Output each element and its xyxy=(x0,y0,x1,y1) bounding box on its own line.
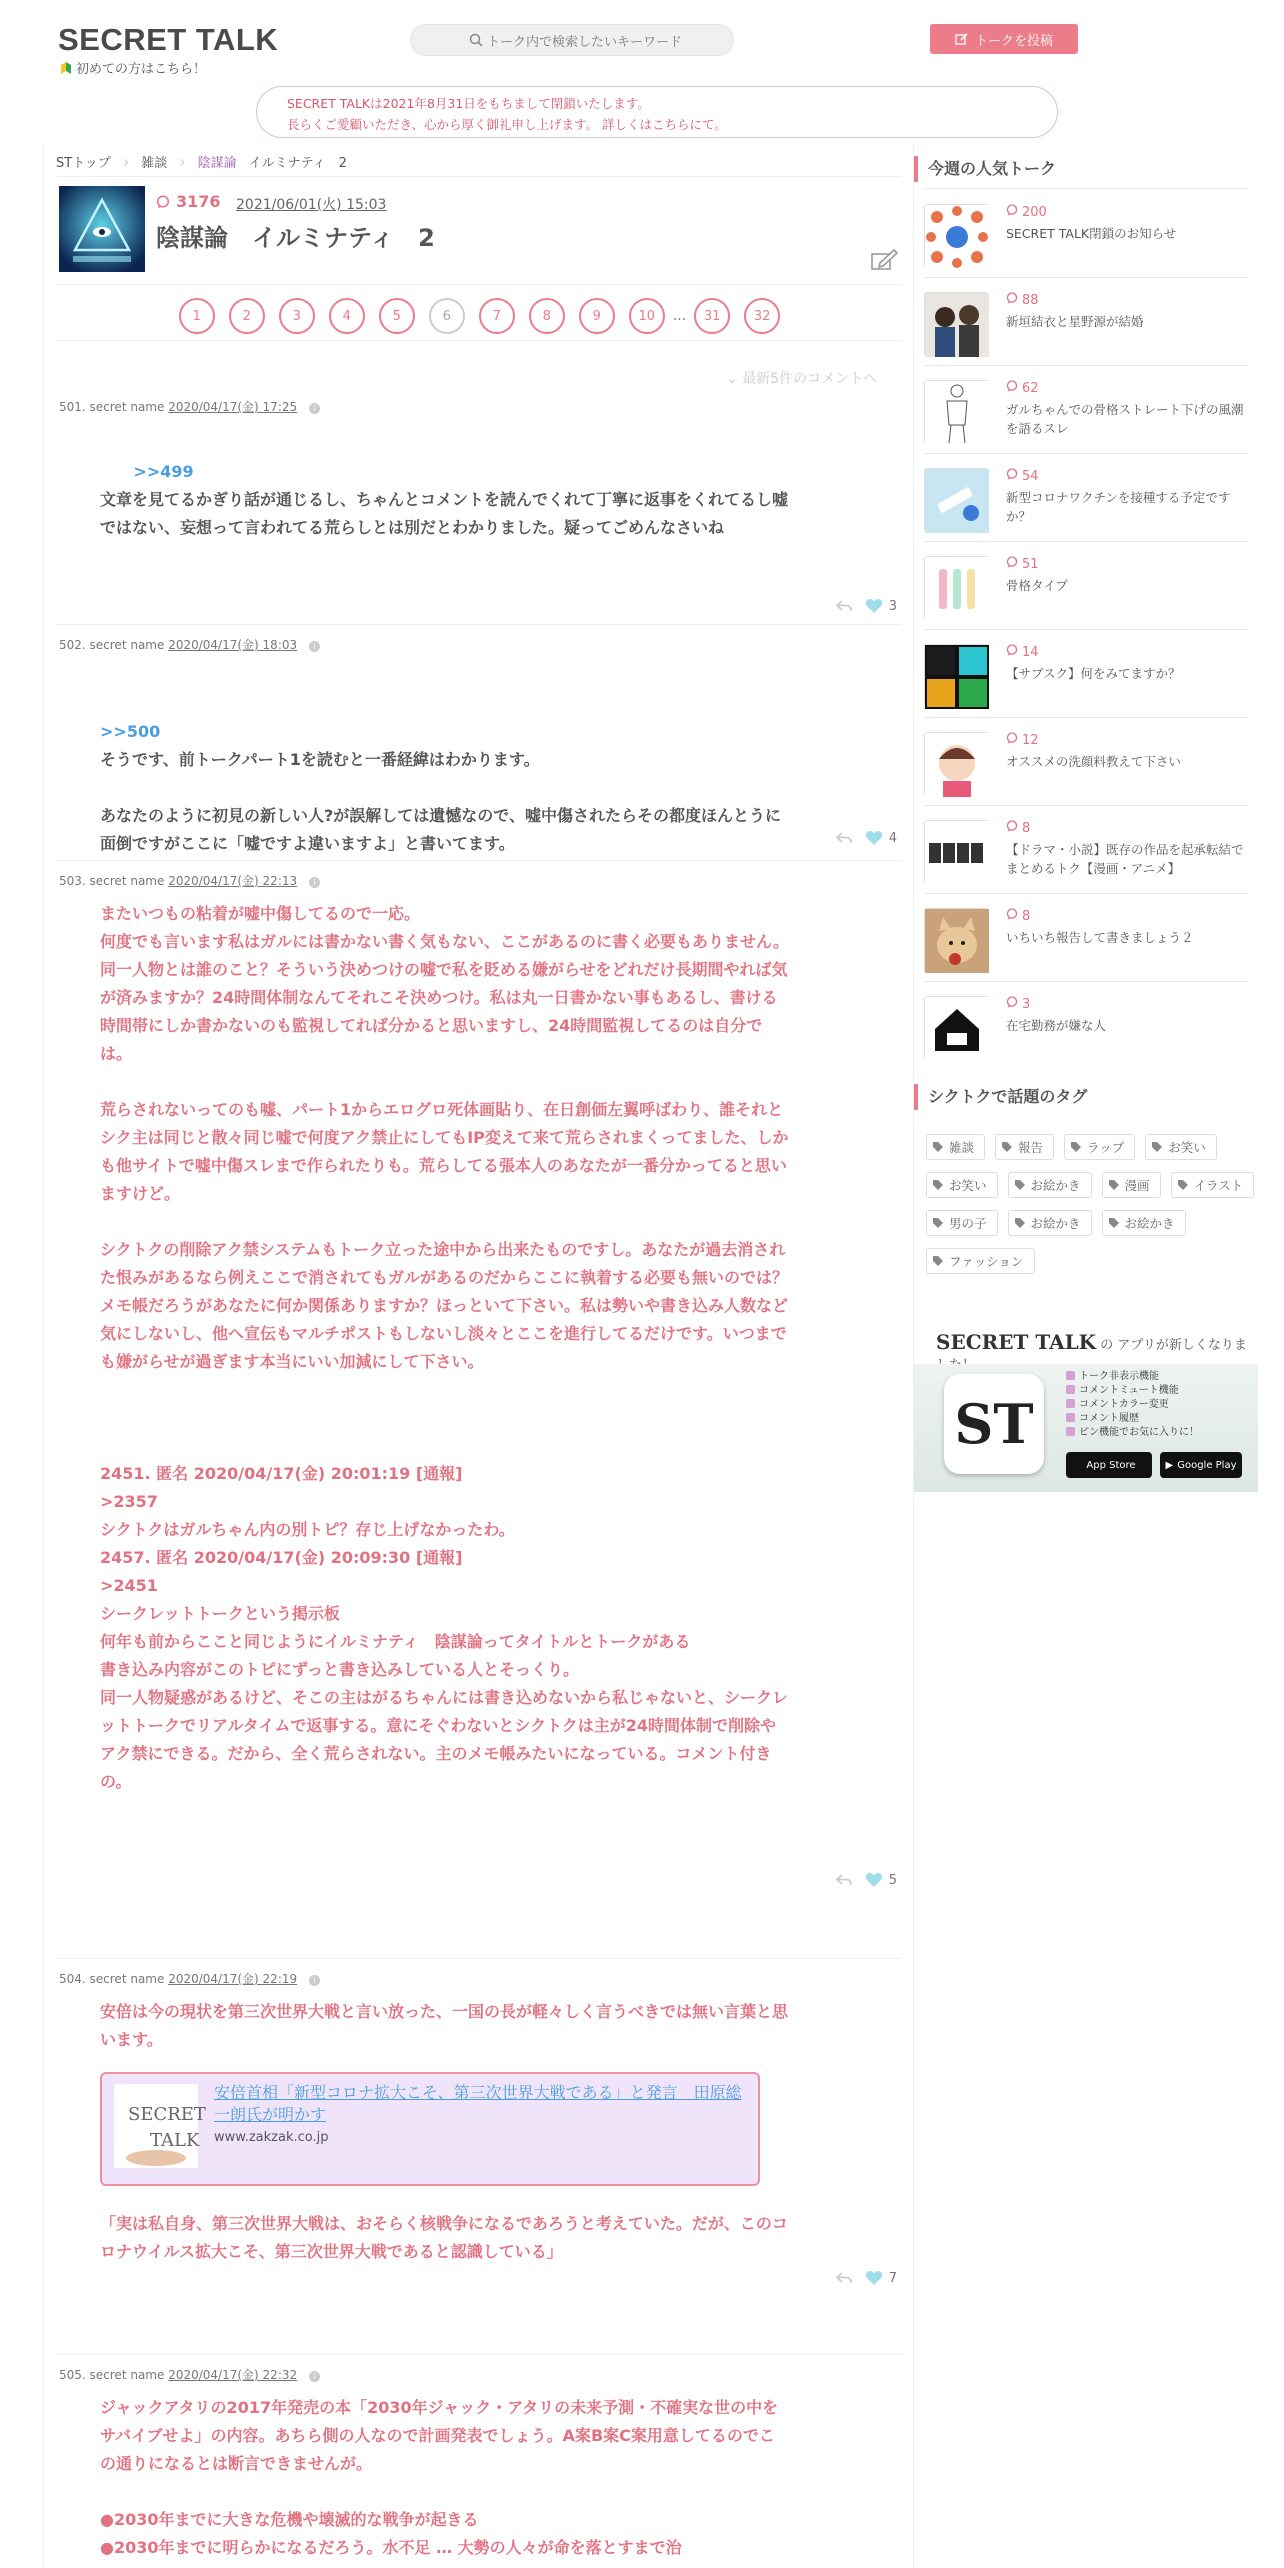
comment-bubble-icon xyxy=(156,195,170,209)
like-button[interactable] xyxy=(865,2270,897,2286)
divider xyxy=(56,624,902,625)
tag-icon xyxy=(1109,1180,1119,1190)
comment-author: 501. secret name xyxy=(59,400,165,414)
search-placeholder: トーク内で検索したいキーワード xyxy=(487,34,683,50)
divider xyxy=(56,2354,902,2355)
page-link[interactable]: 7 xyxy=(479,298,515,334)
tag-icon xyxy=(1178,1180,1188,1190)
latest-comments-link[interactable] xyxy=(726,368,877,388)
comment-date[interactable]: 2020/04/17(金) 17:25 xyxy=(168,400,298,414)
tag-icon xyxy=(1071,1142,1081,1152)
breadcrumb-current: イルミナティ 2 xyxy=(248,156,347,171)
talk-count-value: 12 xyxy=(1022,732,1039,748)
page-link-current: 6 xyxy=(429,298,465,334)
app-feature: ピン機能でお気に入りに！ xyxy=(1066,1426,1199,1440)
like-count: 5 xyxy=(888,1872,897,1888)
post-talk-label: トークを投稿 xyxy=(974,33,1053,49)
page-link[interactable]: 3 xyxy=(279,298,315,334)
tag-icon xyxy=(1015,1218,1025,1228)
tag-chip[interactable] xyxy=(1145,1134,1217,1160)
comment-actions xyxy=(835,598,897,614)
comment-count xyxy=(156,192,221,211)
app-feature: コメント履歴 xyxy=(1066,1412,1199,1426)
beginner-link[interactable] xyxy=(60,58,206,77)
reply-icon[interactable] xyxy=(835,599,853,613)
comment-bubble-icon xyxy=(1006,292,1018,308)
google-play-badge[interactable] xyxy=(1160,1452,1242,1478)
popular-talk-item[interactable] xyxy=(924,366,1248,454)
comment-bubble-icon xyxy=(1006,380,1018,396)
comment-date[interactable]: 2020/04/17(金) 22:32 xyxy=(168,2368,298,2382)
write-comment-icon[interactable] xyxy=(870,248,898,272)
comment-bubble-icon xyxy=(1006,820,1018,836)
talk-title: ガルちゃんでの骨格ストレート下げの風潮を語るスレ xyxy=(1006,402,1244,436)
reply-icon[interactable] xyxy=(835,2271,853,2285)
app-feature: コメントミュート機能 xyxy=(1066,1384,1199,1398)
comment-bubble-icon xyxy=(1006,644,1018,660)
latest-comments-label: 最新5件のコメントへ xyxy=(742,371,878,387)
talk-thumbnail xyxy=(924,204,988,268)
app-feature: コメントカラー変更 xyxy=(1066,1398,1199,1412)
vaccine-image xyxy=(925,469,989,533)
heart-icon xyxy=(865,2270,883,2286)
popular-talk-item[interactable] xyxy=(924,806,1248,894)
talk-count xyxy=(1006,908,1030,924)
comment-header xyxy=(59,1970,320,1987)
breadcrumb-category[interactable]: 雑談 xyxy=(141,156,168,171)
talk-thumbnail xyxy=(924,292,988,356)
reply-icon[interactable] xyxy=(835,831,853,845)
trending-tags-title: シクトクで話題のタグ xyxy=(914,1084,1258,1110)
talk-title: いちいち報告して書きましょう２ xyxy=(1006,930,1194,945)
comment-text: そうです、前トークパート1を読むと一番経緯はわかります。 あなたのように初見の新しい人?が誤解しては遺憾なので、嘘中傷されたらその都度ほんとうに面倒ですがここに「嘘ですよ違いますよ」と書いてます。 xyxy=(100,750,781,853)
popular-talk-item[interactable] xyxy=(924,718,1248,806)
closure-notice[interactable] xyxy=(256,86,1058,138)
talk-count xyxy=(1006,996,1030,1012)
talk-count-value: 8 xyxy=(1022,820,1031,836)
comment-body xyxy=(100,430,790,570)
talk-thumbnail xyxy=(924,556,988,620)
tag-label: お絵かき xyxy=(1030,1216,1081,1231)
talk-count xyxy=(1006,204,1047,220)
breadcrumb xyxy=(56,152,347,171)
google-play-label: Google Play xyxy=(1177,1459,1237,1471)
comment-body xyxy=(100,662,790,886)
tag-icon xyxy=(933,1180,943,1190)
talk-count-value: 54 xyxy=(1022,468,1039,484)
popular-talk-item[interactable] xyxy=(924,894,1248,982)
talk-count xyxy=(1006,644,1039,660)
reply-icon[interactable] xyxy=(835,1873,853,1887)
couple-photo-image xyxy=(925,293,989,357)
comment-author: 505. secret name xyxy=(59,2368,165,2382)
tag-icon xyxy=(933,1218,943,1228)
tag-label: お笑い xyxy=(949,1178,987,1193)
post-talk-button[interactable] xyxy=(930,24,1078,54)
popular-talk-item[interactable] xyxy=(924,630,1248,718)
talk-count xyxy=(1006,820,1030,836)
cat-image xyxy=(925,909,989,973)
heart-icon xyxy=(865,1872,883,1888)
app-store-label: App Store xyxy=(1086,1459,1136,1471)
tag-label: ファッション xyxy=(949,1254,1024,1269)
comment-bubble-icon xyxy=(1006,996,1018,1012)
comment-date[interactable]: 2020/04/17(金) 22:13 xyxy=(168,874,298,888)
divider xyxy=(56,340,902,341)
talk-title: 【サブスク】何をみてますか？ xyxy=(1006,666,1181,681)
page-link[interactable]: 2 xyxy=(229,298,265,334)
talk-thumbnail xyxy=(924,908,988,972)
tag-chip[interactable] xyxy=(926,1248,1035,1274)
beginner-label: 初めての方はこちら！ xyxy=(76,62,207,77)
comment-quote: 「実は私自身、第三次世界大戦は、おそらく核戦争になるであろうと考えていた。だが、このコロナウイルス拡大こそ、第三次世界大戦であると認識している」 xyxy=(100,2214,788,2261)
tag-label: お笑い xyxy=(1168,1140,1206,1155)
app-store-badge[interactable] xyxy=(1066,1452,1152,1478)
tag-chip[interactable] xyxy=(1102,1210,1186,1236)
notice-line-1: SECRET TALKは2021年8月31日をもちまして閉鎖いたします。 xyxy=(287,96,650,111)
heart-icon xyxy=(865,830,883,846)
link-url: www.zakzak.co.jp xyxy=(214,2130,329,2145)
like-button[interactable] xyxy=(865,598,897,614)
comment-bubble-icon xyxy=(1006,556,1018,572)
tag-icon xyxy=(1015,1180,1025,1190)
page-link[interactable]: 5 xyxy=(379,298,415,334)
comment-actions xyxy=(835,830,897,846)
site-header xyxy=(0,0,1284,140)
tag-label: イラスト xyxy=(1193,1178,1244,1193)
talk-thumbnail xyxy=(924,380,988,444)
breadcrumb-top[interactable]: STトップ xyxy=(56,156,111,171)
tag-chip[interactable] xyxy=(926,1134,985,1160)
talk-thumbnail xyxy=(924,644,988,708)
divider xyxy=(56,284,902,285)
talk-title: 新型コロナワクチンを接種する予定ですか？ xyxy=(1006,490,1231,524)
talk-count xyxy=(1006,380,1039,396)
tag-icon xyxy=(1109,1218,1119,1228)
app-icon: ST xyxy=(944,1374,1044,1474)
comment-author: 503. secret name xyxy=(59,874,165,888)
talk-thumbnail xyxy=(924,996,988,1060)
talk-count-value: 62 xyxy=(1022,380,1039,396)
page-link[interactable]: 9 xyxy=(579,298,615,334)
home-work-icon xyxy=(925,997,989,1061)
streaming-apps-image xyxy=(925,645,989,709)
like-count: 3 xyxy=(888,598,897,614)
illuminati-eye-icon xyxy=(59,186,145,272)
tag-icon xyxy=(933,1256,943,1266)
app-promo-text: の アプリが新しくなりま xyxy=(1100,1338,1247,1353)
comment-author: 504. secret name xyxy=(59,1972,165,1986)
weekly-popular-title: 今週の人気トーク xyxy=(914,156,1258,182)
talk-title: 骨格タイプ xyxy=(1006,578,1068,593)
talk-title: SECRET TALK閉鎖のお知らせ xyxy=(1006,226,1177,241)
talk-count-value: 8 xyxy=(1022,908,1031,924)
notice-line-2: 長らくご愛顧いただき、心から厚く御礼申し上げます。 詳しくはこちらにて。 xyxy=(287,117,727,132)
page-link[interactable]: 1 xyxy=(179,298,215,334)
app-feature-list xyxy=(1066,1370,1199,1440)
comment-header xyxy=(59,636,320,653)
edit-icon xyxy=(955,32,969,46)
comment-text: 文章を見てるかぎり話が通じるし、ちゃんとコメントを読んでくれて丁寧に返事をくれてるし嘘ではない、妄想って言われてる荒らしとは別だとわかりました。疑ってごめんなさいね xyxy=(100,490,789,537)
comment-body: ジャックアタリの2017年発売の本「2030年ジャック・アタリの未来予測・不確実な世の中をサバイブせよ」の内容。あちら側の人なので計画発表でしょう。A案B案C案用意してるのでこの通りになるとは断言できませんが。 ●2030年までに大きな危機や壊滅的な戦争が起きる ●2030年までに明らかになるだろう。水不足 … 大勢の人々が命を落とすまで治 xyxy=(100,2398,779,2557)
comment-date[interactable]: 2020/04/17(金) 22:19 xyxy=(168,1972,298,1986)
link-thumbnail xyxy=(114,2084,206,2168)
comment-body: 安倍は今の現状を第三次世界大戦と言い放った、一国の長が軽々しく言うべきでは無い言葉と思います。 xyxy=(100,2002,789,2049)
tag-chip[interactable] xyxy=(1064,1134,1135,1160)
comment-actions xyxy=(835,1872,897,1888)
talk-count-value: 200 xyxy=(1022,204,1047,220)
comment-count-value: 3176 xyxy=(176,192,221,211)
tag-chip[interactable] xyxy=(1008,1172,1092,1198)
site-logo[interactable]: SECRET TALK xyxy=(58,22,279,57)
comment-bubble-icon xyxy=(1006,732,1018,748)
talk-count-value: 3 xyxy=(1022,996,1031,1012)
talk-title: 新垣結衣と星野源が結婚 xyxy=(1006,314,1144,329)
app-promo-body xyxy=(914,1364,1258,1492)
bottles-image xyxy=(925,557,989,621)
chevron-down-icon: ⌄ xyxy=(726,371,738,387)
app-feature: トーク非表示機能 xyxy=(1066,1370,1199,1384)
heart-icon xyxy=(865,598,883,614)
page-link[interactable]: 32 xyxy=(744,298,780,334)
like-count: 4 xyxy=(888,830,897,846)
face-wash-girl-image xyxy=(925,733,989,797)
network-image xyxy=(925,205,989,269)
comment-bubble-icon xyxy=(1006,908,1018,924)
secret-talk-logo-icon xyxy=(114,2084,206,2168)
svg-text:TALK: TALK xyxy=(150,2130,200,2151)
tag-icon xyxy=(1002,1142,1012,1152)
talk-count xyxy=(1006,292,1039,308)
link-title[interactable]: 安倍首相「新型コロナ拡大こそ、第三次世界大戦である」と発言 田原総一朗氏が明かす xyxy=(214,2083,742,2124)
page-link[interactable]: 10 xyxy=(629,298,665,334)
comment-author: 502. secret name xyxy=(59,638,165,652)
divider xyxy=(56,860,902,861)
reply-anchor[interactable]: >>500 xyxy=(100,722,161,741)
like-button[interactable] xyxy=(865,830,897,846)
breadcrumb-tag[interactable]: 陰謀論 xyxy=(197,156,237,171)
page-link[interactable]: 8 xyxy=(529,298,565,334)
tag-label: 漫画 xyxy=(1124,1178,1150,1193)
main-column xyxy=(43,144,914,2568)
app-brand: SECRET TALK xyxy=(936,1330,1097,1354)
divider xyxy=(56,1958,902,1959)
comment-date[interactable]: 2020/04/17(金) 18:03 xyxy=(168,638,298,652)
reply-anchor[interactable]: >>499 xyxy=(133,462,194,481)
thread-title: 陰謀論 イルミナティ 2 xyxy=(156,224,435,252)
popular-talk-item[interactable] xyxy=(924,454,1248,542)
thread-date: 2021/06/01(火) 15:03 xyxy=(236,197,387,213)
comment-body: またいつもの粘着が嘘中傷してるので一応。 何度でも言います私はガルには書かない書く気もない、ここがあるのに書く必要もありません。 同一人物とは誰のこと？そういう決めつけの嘘で私を貶める嫌がらせをどれだけ長期間やれば気が済みますか？24時間体制なんてそれこそ決めつけ。私は丸一日書かない事もあるし、書ける時間帯にしか書かないのも監視してれば分かると思いますし、24時間監視してるのは自分では。 荒らされないってのも嘘、パート1からエログロ死体画貼り、在日創価左翼呼ばわり、誰それとシク主は同じと散々同じ嘘で何度アク禁止にしてもIP変えて来て荒らされまくってました、しかも他サイトで嘘中傷スレまで作られたりも。荒らしてる張本人のあなたが一番分かってると思いますけど。 シクトクの削除アク禁システムもトーク立った途中から出来たものですし。あなたが過去消された恨みがあるなら例えここで消されてもガルがあるのだからここに執着する必要も無いのでは？ メモ帳だろうがあなたに何か関係ありますか？ほっといて下さい。私は勢いや書き込み人数など気にしないし、他へ宣伝もマルチポストもしないし淡々とここを進行してるだけです。いつまでも嫌がらせが過ぎます本当にいい加減にして下さい。 2451. 匿名 2020/04/17(金) 20:01:19 [通報] >2357 シクトクはガルちゃん内の別トピ？存じ上げなかったわ。 2457. 匿名 2020/04/17(金) 20:09:30 [通報] >2451 シークレットトークという掲示板 何年も前からここと同じようにイルミナティ 陰謀論ってタイトルとトークがある 書き込み内容がこのトピにずっと書き込みしている人とそっくり。 同一人物疑惑があるけど、そこの主はがるちゃんには書き込めないから私じゃないと、シークレットトークでリアルタイムで返事する。意にそぐわないとシクトクは主が24時間体制で削除やアク禁にできる。だから、全く荒らされない。主のメモ帳みたいになっている。コメント付きの。 xyxy=(100,904,789,1791)
like-count: 7 xyxy=(888,2270,897,2286)
tag-chip[interactable] xyxy=(926,1210,998,1236)
tag-icon xyxy=(1152,1142,1162,1152)
info-icon[interactable]: i xyxy=(309,403,320,414)
comment-header xyxy=(59,398,320,415)
like-button[interactable] xyxy=(865,1872,897,1888)
talk-count-value: 14 xyxy=(1022,644,1039,660)
tag-icon xyxy=(933,1142,943,1152)
tag-label: 報告 xyxy=(1018,1140,1044,1155)
app-promo-banner[interactable] xyxy=(914,1330,1258,1492)
talk-thumbnail xyxy=(924,468,988,532)
comment-bubble-icon xyxy=(1006,468,1018,484)
pagination xyxy=(44,298,915,334)
talk-title: 在宅勤務が嫌な人 xyxy=(1006,1018,1107,1033)
tag-label: お絵かき xyxy=(1124,1216,1175,1231)
tag-list xyxy=(926,1134,1256,1274)
talk-title: オススメの洗顔料教えて下さい xyxy=(1006,754,1181,769)
tag-label: 男の子 xyxy=(949,1216,987,1231)
popular-talk-item[interactable] xyxy=(924,542,1248,630)
svg-text:SECRET: SECRET xyxy=(128,2104,206,2125)
link-preview-card[interactable] xyxy=(100,2072,760,2186)
comment-header xyxy=(59,2366,320,2383)
breadcrumb-separator: › xyxy=(122,152,130,171)
tag-chip[interactable] xyxy=(1102,1172,1161,1198)
talk-count xyxy=(1006,468,1039,484)
tag-chip[interactable] xyxy=(1171,1172,1255,1198)
tag-label: お絵かき xyxy=(1030,1178,1081,1193)
talk-title: 【ドラマ・小説】既存の作品を起承転結でまとめるトク【漫画・アニメ】 xyxy=(1006,842,1244,876)
divider xyxy=(56,176,902,177)
beginner-mark-icon xyxy=(60,61,72,75)
tag-chip[interactable] xyxy=(1008,1210,1092,1236)
page-ellipsis: ... xyxy=(672,308,687,324)
tag-label: 雑談 xyxy=(949,1140,975,1155)
talk-thumbnail xyxy=(924,820,988,884)
page-link[interactable]: 4 xyxy=(329,298,365,334)
body-figure-image xyxy=(925,381,989,445)
talk-count xyxy=(1006,556,1039,572)
talk-thumbnail xyxy=(924,732,988,796)
tag-chip[interactable] xyxy=(995,1134,1054,1160)
comment-bubble-icon xyxy=(1006,204,1018,220)
page-link[interactable]: 31 xyxy=(694,298,730,334)
popular-talk-item[interactable] xyxy=(924,278,1248,366)
info-icon[interactable]: i xyxy=(309,1975,320,1986)
thread-thumbnail xyxy=(59,186,145,272)
kishotenketsu-image xyxy=(925,821,989,885)
popular-talk-item[interactable] xyxy=(924,190,1248,278)
breadcrumb-separator: › xyxy=(179,152,186,171)
tag-label: ラップ xyxy=(1087,1140,1125,1155)
comment-header xyxy=(59,872,320,889)
popular-talk-item[interactable] xyxy=(924,982,1248,1070)
tag-chip[interactable] xyxy=(926,1172,998,1198)
info-icon[interactable]: i xyxy=(309,877,320,888)
talk-count-value: 51 xyxy=(1022,556,1039,572)
divider xyxy=(924,188,1248,189)
search-icon xyxy=(469,33,483,47)
talk-count-value: 88 xyxy=(1022,292,1039,308)
info-icon[interactable]: i xyxy=(309,2371,320,2382)
play-icon: ▶ xyxy=(1165,1459,1174,1471)
comment-actions xyxy=(835,2270,897,2286)
info-icon[interactable]: i xyxy=(309,641,320,652)
talk-count xyxy=(1006,732,1039,748)
search-input[interactable] xyxy=(410,24,734,56)
